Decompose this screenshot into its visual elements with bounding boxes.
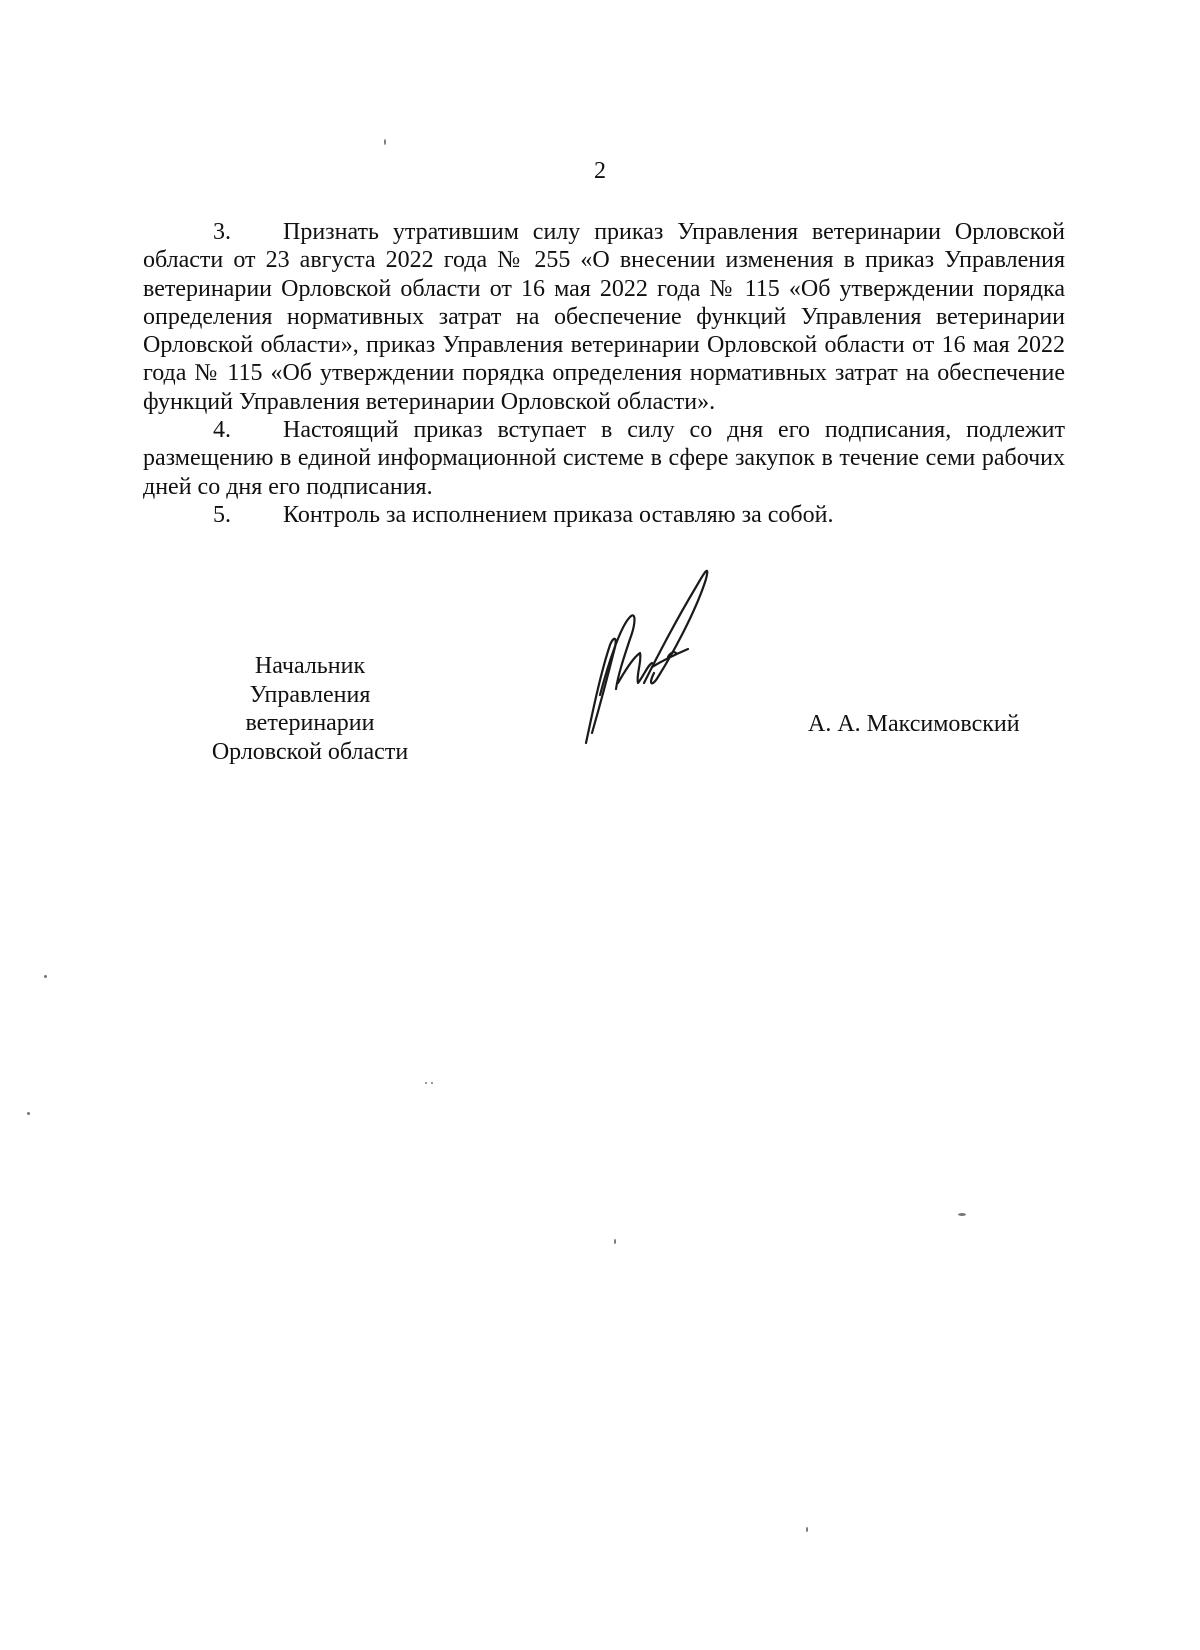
scan-speck [27,1112,30,1115]
paragraph-text: Контроль за исполнением приказа оставляю за собой. [283,501,834,528]
signatory-department: Управления ветеринарии [245,681,375,736]
scan-speck [958,1213,966,1216]
scan-speck [425,1082,427,1084]
signatory-position: Начальник [254,653,366,679]
scan-speck [44,975,47,978]
signer-name: А. А. Максимовский [808,711,1020,737]
scan-speck [384,139,386,145]
scan-speck [614,1239,616,1244]
handwritten-signature-icon [578,565,748,755]
paragraph-4 [143,416,1065,501]
paragraph-text: Настоящий приказ вступает в силу со дня его подписания, подлежит размещению в единой информационной системе в сфере закупок в течение семи рабочих дней со дня его подписания. [143,417,1065,500]
scan-speck [806,1527,808,1532]
signatory-title [190,652,430,766]
paragraph-number: 5. [213,501,231,528]
paragraph-number: 3. [213,219,231,245]
signatory-region: Орловской области [211,738,409,765]
paragraph-3 [143,218,1065,416]
paragraph-5 [143,501,1065,529]
order-body [143,218,1065,529]
paragraph-text: Признать утратившим силу приказ Управления ветеринарии Орловской области от 23 августа 2022 года № 255 «О внесении изменения в приказ Управления ветеринарии Орловской области от 16 мая 2022 года № 115 «Об утверждении порядка определения нормативных затрат на обеспечение функций Управления ветеринарии Орловской области», приказ Управления ветеринарии Орловской области от 16 мая 2022 года № 115 «Об утверждении порядка определения нормативных затрат на обеспечение функций Управления ветеринарии Орловской области». [143,219,1065,415]
scan-speck [431,1082,433,1084]
paragraph-number: 4. [213,417,231,444]
page-number: 2 [594,158,606,184]
